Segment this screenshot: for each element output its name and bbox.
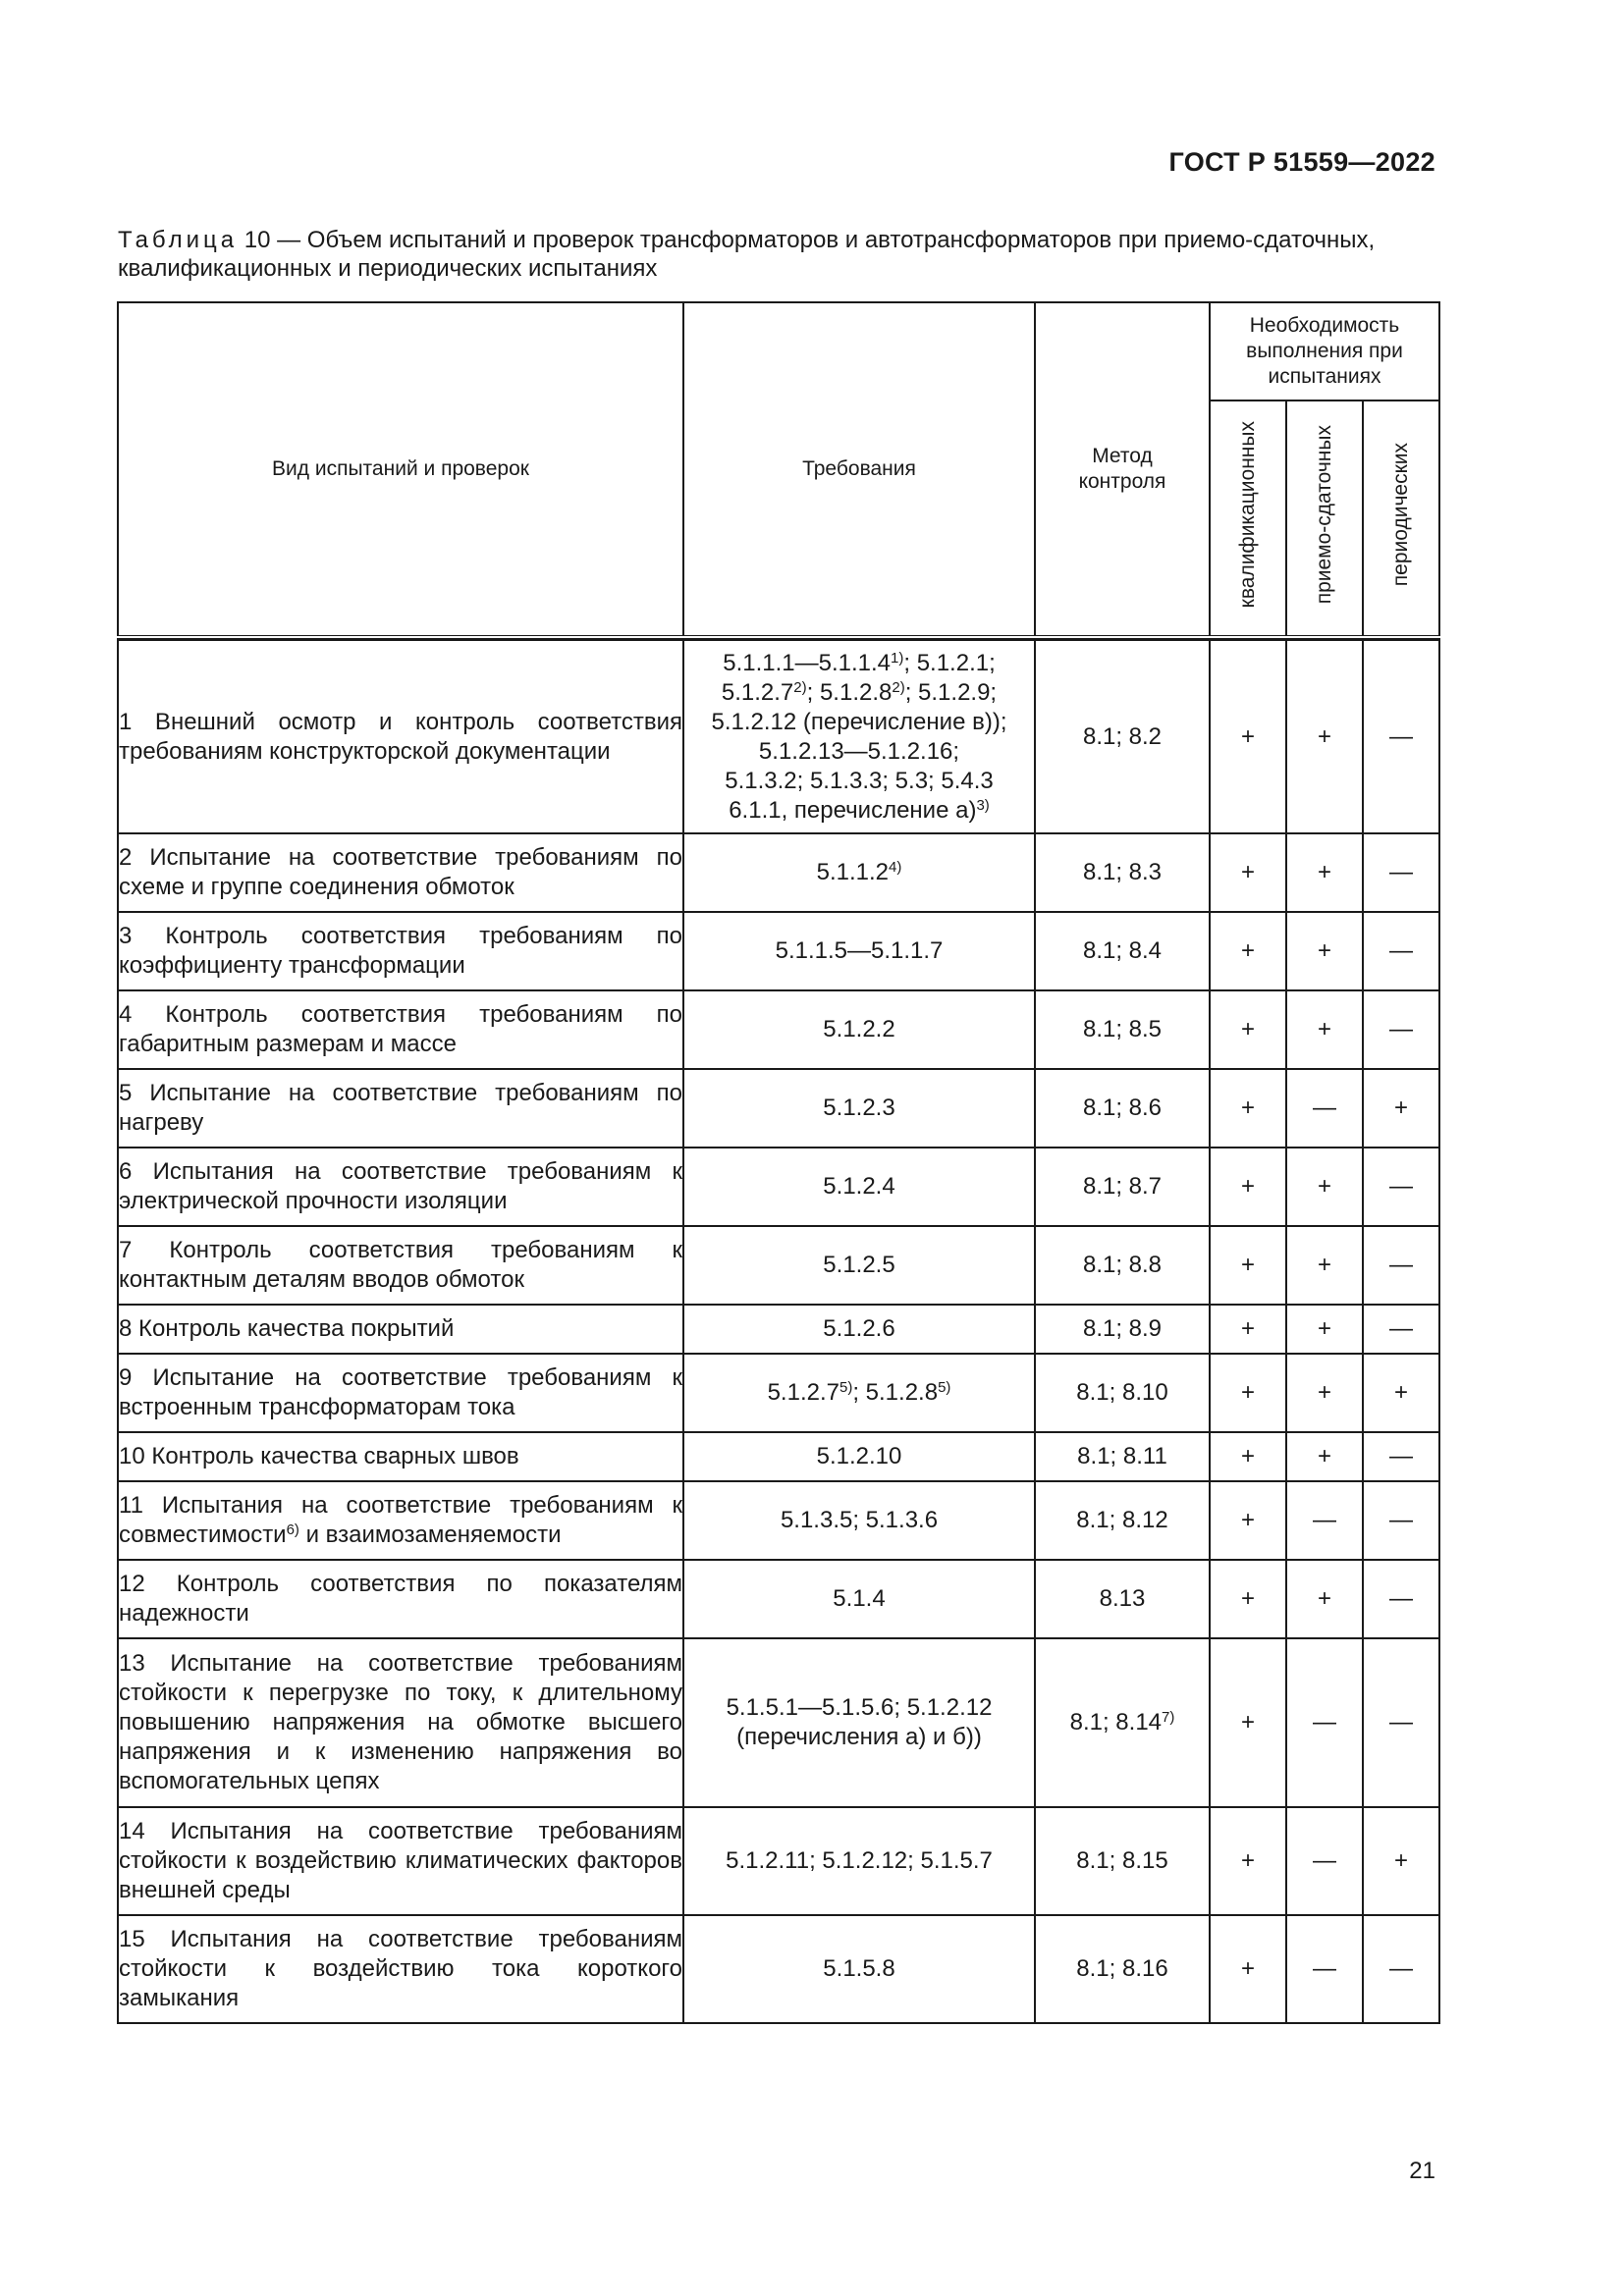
table-row [118, 1305, 1439, 1354]
table-row [118, 1069, 1439, 1148]
document-code: ГОСТ Р 51559—2022 [1168, 147, 1435, 177]
row-qualification-mark: + [1210, 1354, 1286, 1432]
row-qualification-mark: + [1210, 1560, 1286, 1638]
row-acceptance-mark: + [1286, 833, 1363, 912]
table-row [118, 1432, 1439, 1481]
row-qualification-mark: + [1210, 1807, 1286, 1915]
row-acceptance-mark: — [1286, 1915, 1363, 2023]
row-method: 8.1; 8.10 [1035, 1354, 1210, 1432]
row-method: 8.1; 8.2 [1035, 640, 1210, 833]
table-row [118, 1638, 1439, 1807]
row-method: 8.1; 8.11 [1035, 1432, 1210, 1481]
header-qualification [1210, 400, 1286, 637]
header-periodic-label: периодических [1389, 443, 1412, 587]
tests-table [117, 301, 1440, 2024]
row-acceptance-mark: + [1286, 1226, 1363, 1305]
row-periodic-mark: — [1363, 1432, 1439, 1481]
header-necessity: Необходимость выполнения при испытаниях [1210, 302, 1439, 400]
table-row [118, 1560, 1439, 1638]
row-acceptance-mark: — [1286, 1807, 1363, 1915]
row-method: 8.1; 8.4 [1035, 912, 1210, 990]
row-requirements: 5.1.2.10 [683, 1432, 1035, 1481]
row-requirements: 5.1.5.8 [683, 1915, 1035, 2023]
row-qualification-mark: + [1210, 1638, 1286, 1807]
row-test-name: 3 Контроль соответствия требованиям по коэффициенту трансформации [118, 912, 683, 990]
row-requirements: 5.1.1.2$^{4)}$ [683, 833, 1035, 912]
row-periodic-mark: + [1363, 1807, 1439, 1915]
table-row [118, 1226, 1439, 1305]
row-periodic-mark: — [1363, 1638, 1439, 1807]
row-acceptance-mark: + [1286, 1432, 1363, 1481]
row-acceptance-mark: + [1286, 912, 1363, 990]
row-requirements: 5.1.2.3 [683, 1069, 1035, 1148]
table-row [118, 1481, 1439, 1560]
row-periodic-mark: — [1363, 1305, 1439, 1354]
row-qualification-mark: + [1210, 1226, 1286, 1305]
row-qualification-mark: + [1210, 1305, 1286, 1354]
row-method: 8.1; 8.12 [1035, 1481, 1210, 1560]
row-requirements: 5.1.1.1—5.1.1.4$^{1)}$; 5.1.2.1; 5.1.2.7$^{2)}$; 5.1.2.8$^{2)}$; 5.1.2.9; 5.1.2.12 (перечисление в)); 5.1.2.13—5.1.2.16; 5.1.3.2; 5.1.3.3; 5.3; 5.4.3 6.1.1, перечисление а)$^{3)}$ [683, 640, 1035, 833]
header-acceptance [1286, 400, 1363, 637]
row-method: 8.1; 8.14$^{7)}$ [1035, 1638, 1210, 1807]
row-requirements: 5.1.2.2 [683, 990, 1035, 1069]
table-caption [118, 226, 1438, 283]
table-row [118, 1807, 1439, 1915]
row-method: 8.1; 8.7 [1035, 1148, 1210, 1226]
row-requirements: 5.1.2.11; 5.1.2.12; 5.1.5.7 [683, 1807, 1035, 1915]
row-qualification-mark: + [1210, 833, 1286, 912]
row-acceptance-mark: — [1286, 1481, 1363, 1560]
row-test-name: 8 Контроль качества покрытий [118, 1305, 683, 1354]
row-acceptance-mark: + [1286, 640, 1363, 833]
row-acceptance-mark: + [1286, 1305, 1363, 1354]
row-periodic-mark: — [1363, 1560, 1439, 1638]
row-test-name: 4 Контроль соответствия требованиям по габаритным размерам и массе [118, 990, 683, 1069]
row-qualification-mark: + [1210, 1481, 1286, 1560]
table-row [118, 1148, 1439, 1226]
row-test-name: 13 Испытание на соответствие требованиям стойкости к перегрузке по току, к длительному повышению напряжения на обмотке высшего напряжения и к изменению напряжения во вспомогательных цепях [118, 1638, 683, 1807]
table-row [118, 640, 1439, 833]
row-periodic-mark: — [1363, 640, 1439, 833]
header-acceptance-label: приемо-сдаточных [1313, 425, 1335, 605]
header-periodic [1363, 400, 1439, 637]
table-row [118, 1915, 1439, 2023]
page-number: 21 [1409, 2158, 1435, 2184]
header-requirements: Требования [683, 302, 1035, 637]
row-qualification-mark: + [1210, 1069, 1286, 1148]
row-method: 8.1; 8.3 [1035, 833, 1210, 912]
row-method: 8.1; 8.16 [1035, 1915, 1210, 2023]
row-test-name: 9 Испытание на соответствие требованиям к встроенным трансформаторам тока [118, 1354, 683, 1432]
row-test-name: 11 Испытания на соответствие требованиям к совместимости$^{6)}$ и взаимозаменяемости [118, 1481, 683, 1560]
table-body [118, 637, 1439, 2023]
row-periodic-mark: — [1363, 1481, 1439, 1560]
row-requirements: 5.1.2.7$^{5)}$; 5.1.2.8$^{5)}$ [683, 1354, 1035, 1432]
row-test-name: 10 Контроль качества сварных швов [118, 1432, 683, 1481]
row-acceptance-mark: — [1286, 1638, 1363, 1807]
row-periodic-mark: — [1363, 990, 1439, 1069]
header-qualification-label: квалификационных [1236, 421, 1259, 609]
row-method: 8.1; 8.6 [1035, 1069, 1210, 1148]
row-test-name: 6 Испытания на соответствие требованиям к электрической прочности изоляции [118, 1148, 683, 1226]
row-test-name: 1 Внешний осмотр и контроль соответствия требованиям конструкторской документации [118, 640, 683, 833]
row-requirements: 5.1.2.6 [683, 1305, 1035, 1354]
row-test-name: 12 Контроль соответствия по показателям надежности [118, 1560, 683, 1638]
row-requirements: 5.1.3.5; 5.1.3.6 [683, 1481, 1035, 1560]
row-requirements: 5.1.2.4 [683, 1148, 1035, 1226]
row-requirements: 5.1.1.5—5.1.1.7 [683, 912, 1035, 990]
row-periodic-mark: — [1363, 912, 1439, 990]
row-periodic-mark: — [1363, 1148, 1439, 1226]
row-qualification-mark: + [1210, 1148, 1286, 1226]
table-row [118, 990, 1439, 1069]
row-requirements: 5.1.2.5 [683, 1226, 1035, 1305]
row-qualification-mark: + [1210, 990, 1286, 1069]
row-requirements: 5.1.5.1—5.1.5.6; 5.1.2.12 (перечисления а) и б)) [683, 1638, 1035, 1807]
table-row [118, 912, 1439, 990]
caption-text: 10 — Объем испытаний и проверок трансформаторов и автотрансформаторов при приемо-сдаточных, квалификационных и периодических испытаниях [118, 227, 1376, 282]
row-qualification-mark: + [1210, 1432, 1286, 1481]
row-test-name: 7 Контроль соответствия требованиям к контактным деталям вводов обмоток [118, 1226, 683, 1305]
row-periodic-mark: — [1363, 1915, 1439, 2023]
row-test-name: 14 Испытания на соответствие требованиям стойкости к воздействию климатических факторов внешней среды [118, 1807, 683, 1915]
caption-prefix: Таблица [118, 227, 239, 253]
row-method: 8.1; 8.15 [1035, 1807, 1210, 1915]
row-qualification-mark: + [1210, 640, 1286, 833]
row-qualification-mark: + [1210, 1915, 1286, 2023]
row-acceptance-mark: + [1286, 1560, 1363, 1638]
row-periodic-mark: + [1363, 1069, 1439, 1148]
row-test-name: 2 Испытание на соответствие требованиям по схеме и группе соединения обмоток [118, 833, 683, 912]
table-row [118, 833, 1439, 912]
row-periodic-mark: + [1363, 1354, 1439, 1432]
row-qualification-mark: + [1210, 912, 1286, 990]
row-acceptance-mark: + [1286, 1148, 1363, 1226]
row-periodic-mark: — [1363, 833, 1439, 912]
row-acceptance-mark: + [1286, 1354, 1363, 1432]
row-acceptance-mark: + [1286, 990, 1363, 1069]
row-test-name: 5 Испытание на соответствие требованиям по нагреву [118, 1069, 683, 1148]
header-type: Вид испытаний и проверок [118, 302, 683, 637]
table-row [118, 1354, 1439, 1432]
row-test-name: 15 Испытания на соответствие требованиям стойкости к воздействию тока короткого замыкания [118, 1915, 683, 2023]
row-method: 8.1; 8.9 [1035, 1305, 1210, 1354]
header-method: Метод контроля [1035, 302, 1210, 637]
row-requirements: 5.1.4 [683, 1560, 1035, 1638]
row-method: 8.1; 8.8 [1035, 1226, 1210, 1305]
row-acceptance-mark: — [1286, 1069, 1363, 1148]
row-method: 8.13 [1035, 1560, 1210, 1638]
row-method: 8.1; 8.5 [1035, 990, 1210, 1069]
row-periodic-mark: — [1363, 1226, 1439, 1305]
